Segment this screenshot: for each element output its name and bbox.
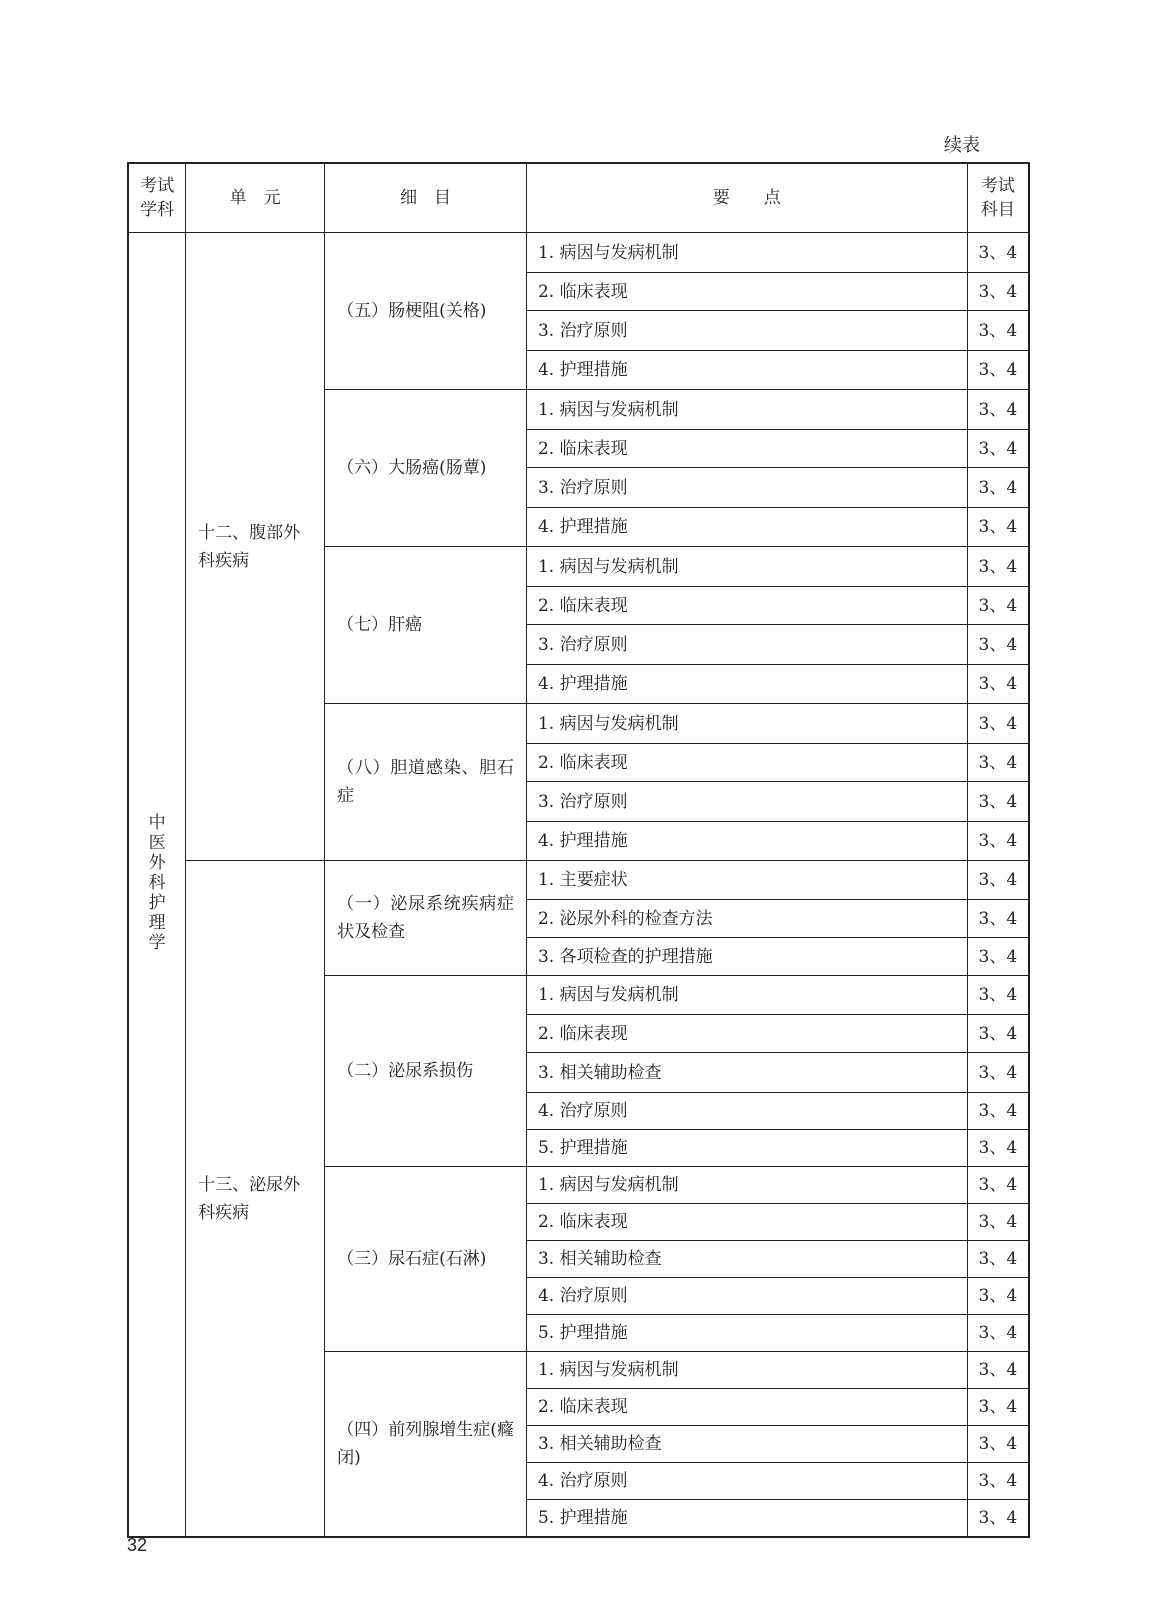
period-cell: 3、4	[967, 1130, 1029, 1167]
point-cell: 1. 病因与发病机制	[526, 390, 967, 430]
period-cell: 3、4	[967, 1352, 1029, 1389]
period-cell: 3、4	[967, 1426, 1029, 1463]
table-body	[128, 233, 1029, 1538]
detail-cell: （七）肝癌	[325, 547, 527, 704]
subject-label: 中医外科护理学	[148, 812, 166, 953]
period-cell: 3、4	[967, 547, 1029, 587]
point-cell: 2. 临床表现	[526, 587, 967, 625]
point-cell: 5. 护理措施	[526, 1500, 967, 1538]
detail-cell: （四）前列腺增生症(癃闭)	[325, 1352, 527, 1538]
point-cell: 2. 临床表现	[526, 744, 967, 782]
continued-label: 续表	[944, 135, 980, 156]
period-cell: 3、4	[967, 1389, 1029, 1426]
header-detail: 细 目	[325, 163, 527, 233]
period-cell: 3、4	[967, 468, 1029, 508]
point-cell: 3. 相关辅助检查	[526, 1426, 967, 1463]
period-cell: 3、4	[967, 665, 1029, 704]
point-cell: 2. 临床表现	[526, 1204, 967, 1241]
point-cell: 3. 相关辅助检查	[526, 1241, 967, 1278]
header-unit: 单 元	[186, 163, 325, 233]
table-row	[128, 233, 1029, 273]
point-cell: 2. 临床表现	[526, 273, 967, 311]
detail-cell: （三）尿石症(石淋)	[325, 1167, 527, 1352]
period-cell: 3、4	[967, 782, 1029, 822]
period-cell: 3、4	[967, 900, 1029, 938]
period-cell: 3、4	[967, 1500, 1029, 1538]
page-number: 32	[127, 1535, 148, 1555]
period-cell: 3、4	[967, 587, 1029, 625]
detail-cell: （五）肠梗阻(关格)	[325, 233, 527, 390]
point-cell: 3. 治疗原则	[526, 782, 967, 822]
period-cell: 3、4	[967, 822, 1029, 861]
point-cell: 4. 护理措施	[526, 822, 967, 861]
period-cell: 3、4	[967, 233, 1029, 273]
detail-cell: （二）泌尿系损伤	[325, 976, 527, 1167]
period-cell: 3、4	[967, 311, 1029, 351]
point-cell: 1. 病因与发病机制	[526, 547, 967, 587]
syllabus-table	[127, 162, 1030, 1538]
period-cell: 3、4	[967, 1093, 1029, 1130]
header-row	[128, 163, 1029, 233]
detail-cell: （一）泌尿系统疾病症状及检查	[325, 861, 527, 976]
table-row	[128, 861, 1029, 900]
point-cell: 4. 护理措施	[526, 508, 967, 547]
period-cell: 3、4	[967, 273, 1029, 311]
point-cell: 3. 各项检查的护理措施	[526, 938, 967, 976]
unit-cell: 十三、泌尿外科疾病	[186, 861, 325, 1538]
point-cell: 5. 护理措施	[526, 1130, 967, 1167]
point-cell: 1. 主要症状	[526, 861, 967, 900]
period-cell: 3、4	[967, 625, 1029, 665]
period-cell: 3、4	[967, 1015, 1029, 1053]
header-points: 要 点	[526, 163, 967, 233]
point-cell: 2. 泌尿外科的检查方法	[526, 900, 967, 938]
detail-cell: （六）大肠癌(肠蕈)	[325, 390, 527, 547]
point-cell: 5. 护理措施	[526, 1315, 967, 1352]
period-cell: 3、4	[967, 1053, 1029, 1093]
point-cell: 4. 护理措施	[526, 351, 967, 390]
period-cell: 3、4	[967, 1463, 1029, 1500]
point-cell: 4. 治疗原则	[526, 1093, 967, 1130]
period-cell: 3、4	[967, 976, 1029, 1015]
point-cell: 3. 治疗原则	[526, 311, 967, 351]
header-subject: 考试 学科	[128, 163, 186, 233]
point-cell: 1. 病因与发病机制	[526, 1352, 967, 1389]
point-cell: 1. 病因与发病机制	[526, 233, 967, 273]
period-cell: 3、4	[967, 1204, 1029, 1241]
point-cell: 4. 治疗原则	[526, 1278, 967, 1315]
period-cell: 3、4	[967, 390, 1029, 430]
period-cell: 3、4	[967, 1315, 1029, 1352]
subject-cell	[128, 233, 186, 1538]
point-cell: 1. 病因与发病机制	[526, 976, 967, 1015]
period-cell: 3、4	[967, 351, 1029, 390]
period-cell: 3、4	[967, 508, 1029, 547]
detail-cell: （八）胆道感染、胆石症	[325, 704, 527, 861]
point-cell: 2. 临床表现	[526, 1015, 967, 1053]
period-cell: 3、4	[967, 1278, 1029, 1315]
point-cell: 1. 病因与发病机制	[526, 704, 967, 744]
period-cell: 3、4	[967, 1167, 1029, 1204]
period-cell: 3、4	[967, 861, 1029, 900]
period-cell: 3、4	[967, 704, 1029, 744]
unit-cell: 十二、腹部外科疾病	[186, 233, 325, 861]
header-period: 考试 科目	[967, 163, 1029, 233]
point-cell: 4. 护理措施	[526, 665, 967, 704]
period-cell: 3、4	[967, 938, 1029, 976]
point-cell: 1. 病因与发病机制	[526, 1167, 967, 1204]
point-cell: 2. 临床表现	[526, 430, 967, 468]
point-cell: 4. 治疗原则	[526, 1463, 967, 1500]
period-cell: 3、4	[967, 1241, 1029, 1278]
point-cell: 3. 治疗原则	[526, 625, 967, 665]
point-cell: 3. 相关辅助检查	[526, 1053, 967, 1093]
point-cell: 3. 治疗原则	[526, 468, 967, 508]
period-cell: 3、4	[967, 430, 1029, 468]
point-cell: 2. 临床表现	[526, 1389, 967, 1426]
period-cell: 3、4	[967, 744, 1029, 782]
